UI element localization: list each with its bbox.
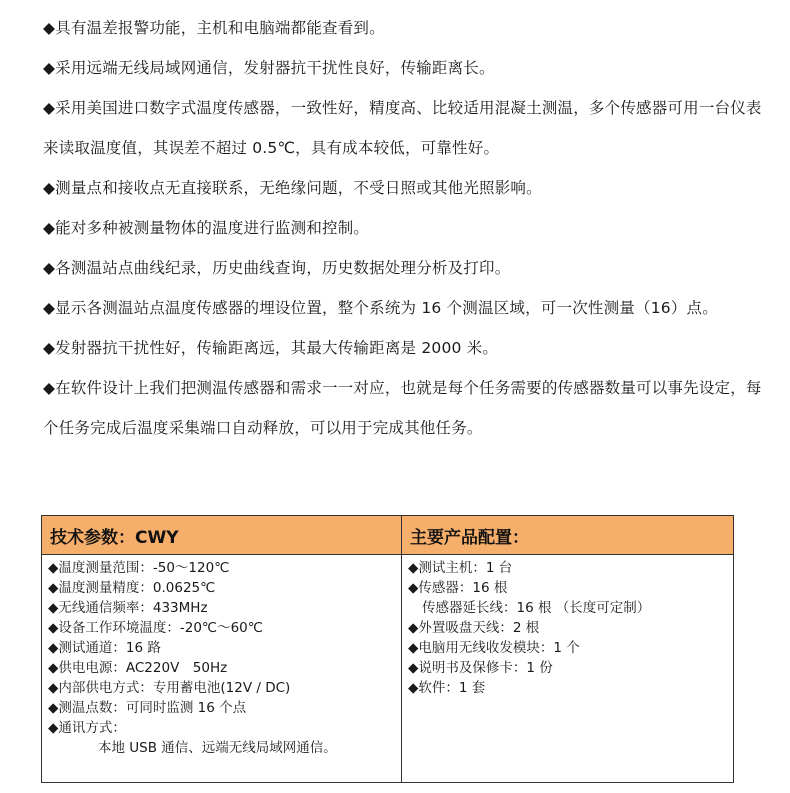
feature-item: ◆采用美国进口数字式温度传感器，一致性好，精度高、比较适用混凝土测温，多个传感器可用一台仪表来读取温度值，其误差不超过 0.5℃，具有成本较低，可靠性好。 [43, 99, 762, 157]
feature-item: ◆测量点和接收点无直接联系，无绝缘问题，不受日照或其他光照影响。 [43, 179, 542, 197]
config-item-sub: 传感器延长线：16 根 （长度可定制） [422, 600, 651, 616]
product-config-list [402, 555, 733, 782]
tech-params-heading: 技术参数：CWY [42, 516, 402, 554]
feature-item: ◆采用远端无线局域网通信，发射器抗干扰性良好，传输距离长。 [43, 59, 495, 77]
spec-table-body [42, 555, 733, 782]
spec-table [41, 515, 734, 783]
tech-params-list [42, 555, 402, 782]
tech-param-item: ◆无线通信频率：433MHz [48, 600, 208, 616]
feature-item: ◆发射器抗干扰性好，传输距离远，其最大传输距离是 2000 米。 [43, 339, 499, 357]
tech-param-item-detail: 本地 USB 通信、远端无线局域网通信。 [98, 740, 337, 756]
product-config-heading: 主要产品配置： [410, 527, 529, 548]
feature-item: ◆具有温差报警功能，主机和电脑端都能查看到。 [43, 19, 385, 37]
tech-param-item: ◆通讯方式： [48, 720, 126, 736]
feature-item: ◆显示各测温站点温度传感器的埋设位置，整个系统为 16 个测温区域，可一次性测量（16）点。 [43, 299, 718, 317]
tech-param-item: ◆内部供电方式：专用蓄电池(12V / DC) [48, 680, 291, 696]
tech-param-item: ◆温度测量精度：0.0625℃ [48, 580, 216, 596]
spec-table-header [42, 516, 733, 555]
tech-param-item: ◆测试通道：16 路 [48, 640, 161, 656]
config-item: ◆说明书及保修卡：1 份 [408, 660, 553, 676]
config-item: ◆传感器：16 根 [408, 580, 508, 596]
tech-param-item: ◆测温点数：可同时监测 16 个点 [48, 700, 247, 716]
tech-param-item: ◆温度测量范围：-50～120℃ [48, 560, 230, 576]
config-item: ◆外置吸盘天线：2 根 [408, 620, 540, 636]
tech-param-item: ◆设备工作环境温度：-20℃～60℃ [48, 620, 263, 636]
feature-item: ◆在软件设计上我们把测温传感器和需求一一对应，也就是每个任务需要的传感器数量可以事先设定，每个任务完成后温度采集端口自动释放，可以用于完成其他任务。 [43, 379, 762, 437]
feature-item: ◆各测温站点曲线纪录，历史曲线查询，历史数据处理分析及打印。 [43, 259, 511, 277]
feature-list [43, 8, 763, 448]
config-item: ◆电脑用无线收发模块：1 个 [408, 640, 580, 656]
tech-param-item: ◆供电电源：AC220V 50Hz [48, 660, 228, 676]
config-item: ◆测试主机：1 台 [408, 560, 513, 576]
feature-item: ◆能对多种被测量物体的温度进行监测和控制。 [43, 219, 370, 237]
config-item: ◆软件：1 套 [408, 680, 486, 696]
